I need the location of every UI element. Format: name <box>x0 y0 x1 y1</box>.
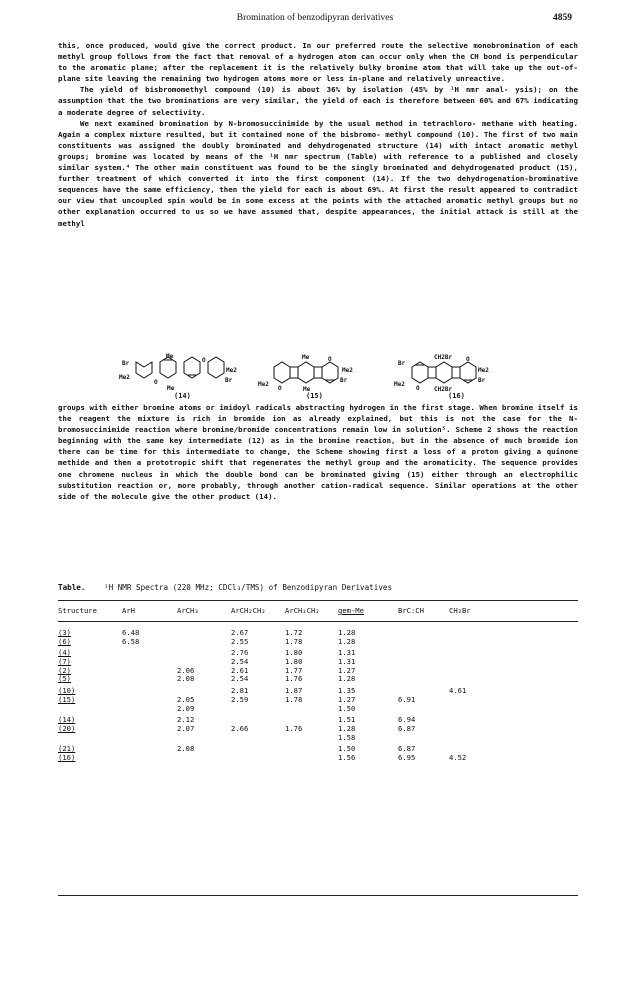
table-top-rule <box>58 600 578 601</box>
column-header: BrC:CH <box>398 606 424 615</box>
shift-cell: 1.28 <box>338 636 356 646</box>
table-row <box>58 674 578 683</box>
shift-cell: 2.06 <box>177 665 195 675</box>
paragraph <box>58 402 578 502</box>
atom-label: Me <box>167 385 175 392</box>
text-line: this, once produced, would give the correct product. In our preferred route the selective <box>58 41 468 50</box>
atom-label: Br <box>340 377 348 384</box>
structure-16 <box>392 352 528 400</box>
text-line: occur only when the CH bond is perpendicular to the aromatic plane; after the replacement it is <box>58 52 578 73</box>
text-line: cation-radical sequence. Similar operations at the other side of the molecule give the other <box>58 480 578 501</box>
table-row <box>58 744 578 753</box>
structure-14 <box>118 352 246 400</box>
text-line: 69%. At first the result appeared to contradict our view that uncoupled spin would be in some <box>58 185 578 206</box>
text-line: methyl compound (10). The first of two main constituents was assigned the doubly brominated and <box>58 129 578 150</box>
text-line: methide and then a prototropic shift that regenerates the methyl group and the aromaticity. <box>58 458 477 468</box>
table-row <box>58 657 578 666</box>
shift-cell: 1.72 <box>285 628 303 637</box>
text-line: therefore between 60% and 67% indicating a moderate degree of selectivity. <box>58 96 578 117</box>
atom-label: Me2 <box>394 381 405 388</box>
shift-cell: 2.07 <box>177 723 195 733</box>
text-line: excess at the points with the attached aromatic methyl groups but no other explanation occurred <box>58 196 578 217</box>
atom-label: Me2 <box>119 374 130 381</box>
table-body <box>58 628 578 762</box>
shift-cell: 1.56 <box>338 752 356 762</box>
shift-cell: 2.67 <box>231 628 249 637</box>
shift-cell: 1.31 <box>338 648 356 658</box>
table-row <box>58 704 578 713</box>
running-title: Bromination of benzodipyran derivatives <box>236 13 394 23</box>
atom-label: Me2 <box>342 367 353 374</box>
shift-cell: 1.50 <box>338 703 356 713</box>
structure-cell: (16) <box>58 752 76 762</box>
shift-cell: 1.28 <box>338 628 356 637</box>
atom-label: Me <box>302 354 310 361</box>
shift-cell: 1.78 <box>285 694 303 704</box>
shift-cell: 1.27 <box>338 694 356 704</box>
atom-label: O <box>328 356 332 363</box>
shift-cell: 1.78 <box>285 636 303 646</box>
table-label: Table. <box>58 583 86 592</box>
atom-label: Me <box>166 353 174 360</box>
text-line: The sequence provides one chromene nucleus in which the double bond can be brominated giving <box>58 458 578 479</box>
atom-label: Br <box>122 360 130 367</box>
structure-cell: (10) <box>58 686 76 696</box>
structure-15-drawing <box>256 352 384 392</box>
shift-cell: 1.76 <box>285 723 303 733</box>
shift-cell: 1.27 <box>338 665 356 675</box>
table-header-rule <box>58 621 578 622</box>
shift-cell: 2.05 <box>177 694 195 704</box>
column-header: ArH <box>122 606 135 615</box>
structure-cell: (4) <box>58 648 71 658</box>
paragraph <box>58 40 578 84</box>
table-row <box>58 648 578 657</box>
structure-cell: (3) <box>58 628 71 637</box>
shift-cell: 1.28 <box>338 723 356 733</box>
atom-label: O <box>466 356 470 363</box>
table-row <box>58 628 578 637</box>
column-header: ArCH₂CH₂ <box>285 606 320 615</box>
atom-label: O <box>154 379 158 386</box>
atom-label: O <box>278 385 282 392</box>
shift-cell: 2.76 <box>231 648 249 658</box>
atom-label: Me2 <box>478 367 489 374</box>
atom-label: Me <box>303 386 311 392</box>
text-line: this is not the case for the N-bromosuccinimide reaction where bromine/bromide concentrations <box>58 414 578 435</box>
table-row <box>58 666 578 675</box>
shift-cell: 4.61 <box>449 686 467 696</box>
table-row <box>58 715 578 724</box>
chemical-structures <box>118 352 528 400</box>
shift-cell: 2.55 <box>231 636 249 646</box>
structure-15 <box>256 352 384 400</box>
table-header <box>58 606 578 618</box>
shift-cell: 1.80 <box>285 657 303 667</box>
atom-label: CH2Br <box>434 354 453 361</box>
atom-label: Me2 <box>258 381 269 388</box>
column-header: CH₂Br <box>449 606 471 615</box>
atom-label: O <box>202 357 206 364</box>
shift-cell: 2.09 <box>177 703 195 713</box>
table-caption <box>58 583 578 592</box>
table-row <box>58 753 578 762</box>
table-bottom-rule <box>58 895 578 896</box>
text-line: two hydrogen atoms more or less in-plane and relatively unreactive. <box>205 74 505 84</box>
table-caption-text: ¹H NMR Spectra (220 MHz; CDCl₃/TMS) of Benzodipyran Derivatives <box>104 583 393 592</box>
structure-cell: (7) <box>58 657 71 667</box>
structure-cell: (21) <box>58 744 76 754</box>
shift-cell: 6.95 <box>398 752 416 762</box>
text-line: monobromination of each methyl group follows from the fact that removal of a hydrogen atom can <box>58 41 578 62</box>
shift-cell: 1.87 <box>285 686 303 696</box>
text-line: of the ¹H nmr spectrum (Table) with reference to a published and closely similar system.⁴ The <box>58 151 578 173</box>
shift-cell: 4.52 <box>449 752 467 762</box>
shift-cell: 6.94 <box>398 715 416 725</box>
shift-cell: 2.54 <box>231 674 249 684</box>
body-text-bottom <box>58 402 578 502</box>
text-line: methane with heating. Again a complex mixture resulted, but it contained none of the bisbromo- <box>58 118 578 139</box>
shift-cell: 6.91 <box>398 694 416 704</box>
page-number: 4859 <box>553 13 572 23</box>
shift-cell: 6.48 <box>122 628 140 637</box>
shift-cell: 6.87 <box>398 723 416 733</box>
structure-cell: (14) <box>58 715 76 725</box>
structure-cell: (5) <box>58 674 71 684</box>
text-line: remain low in solution⁵. Scheme 2 shows the reaction beginning with the same key intermediate <box>58 425 578 446</box>
text-line: We next examined bromination by N-bromosuccinimide by the usual method in tetrachloro- <box>80 118 477 128</box>
text-line: this intermediate to change, the Scheme showing first a loss of a proton giving a quinone <box>162 447 578 457</box>
structure-cell: (6) <box>58 636 71 646</box>
table-row <box>58 637 578 646</box>
shift-cell: 1.35 <box>338 686 356 696</box>
body-text-top <box>58 40 578 229</box>
table-row <box>58 724 578 733</box>
text-line: (12) as in the bromine reaction, but in the absence of much bromide ion there can be time for <box>58 436 578 457</box>
structure-16-drawing <box>392 352 528 392</box>
atom-label: O <box>416 385 420 392</box>
shift-cell: 1.76 <box>285 674 303 684</box>
shift-cell: 1.50 <box>338 744 356 754</box>
text-line: ysis); on the assumption that the two brominations are very similar, the yield of each is <box>58 85 578 106</box>
column-header: Structure <box>58 606 97 615</box>
text-line: the relatively bulky bromine atom that will take up the out-of-plane site leaving the remaining <box>58 63 578 84</box>
shift-cell: 2.66 <box>231 723 249 733</box>
text-line: other main constituent was found to be the singly brominated and dehydrogenated product (15), <box>153 163 578 173</box>
table-row <box>58 695 578 704</box>
text-line: dehydrogenated structure (14) with intact aromatic methyl groups; bromine was located by means <box>58 140 578 161</box>
column-header: ArCH₂CH₂ <box>231 606 266 615</box>
atom-label: Me2 <box>226 367 237 374</box>
shift-cell: 1.31 <box>338 657 356 667</box>
shift-cell: 2.81 <box>231 686 249 696</box>
shift-cell: 6.58 <box>122 636 140 646</box>
shift-cell: 1.77 <box>285 665 303 675</box>
text-line: The yield of bisbromomethyl compound (10) is about 36% by isolation (45% by ¹H nmr anal- <box>80 85 509 95</box>
text-line: to us so we have assumed that, despite appearances, the initial attack is still at the methyl <box>58 207 578 228</box>
structure-14-drawing <box>118 352 246 392</box>
shift-cell: 2.61 <box>231 665 249 675</box>
column-header: ArCH₃ <box>177 606 199 615</box>
paragraph <box>58 84 578 117</box>
table-row <box>58 733 578 742</box>
shift-cell: 6.87 <box>398 744 416 754</box>
structure-cell: (20) <box>58 723 76 733</box>
atom-label: Br <box>225 377 233 384</box>
structure-cell: (15) <box>58 694 76 704</box>
text-line: (15) either through an electrophilic substitution reaction or, more probably, through another <box>58 469 578 490</box>
shift-cell: 2.54 <box>231 657 249 667</box>
shift-cell: 2.59 <box>231 694 249 704</box>
shift-cell: 1.58 <box>338 732 356 742</box>
atom-label: Br <box>478 377 486 384</box>
text-line: dehydrogenation-brominative sequences have the same efficiency, then the yield for each is about <box>58 174 578 195</box>
atom-label: Br <box>398 360 406 367</box>
shift-cell: 2.12 <box>177 715 195 725</box>
structure-cell: (2) <box>58 665 71 675</box>
shift-cell: 1.28 <box>338 674 356 684</box>
text-line: further treatment of which converted it into the first component (14). If the two <box>58 174 451 184</box>
compound-label: (14) <box>174 392 191 400</box>
shift-cell: 1.80 <box>285 648 303 658</box>
text-line: product (14). <box>218 491 278 501</box>
atom-label: CH2Br <box>434 386 453 392</box>
compound-label: (16) <box>448 392 465 400</box>
paragraph <box>58 118 578 229</box>
table-row <box>58 686 578 695</box>
shift-cell: 2.08 <box>177 674 195 684</box>
text-line: When bromine itself is the reagent the mixture is rich in bromide ion as already explained, but <box>58 403 578 424</box>
compound-label: (15) <box>306 392 323 400</box>
shift-cell: 1.51 <box>338 715 356 725</box>
column-header: gem-Me <box>338 606 364 615</box>
text-line: groups with either bromine atoms or imidoyl radicals abstracting hydrogen in the first stage. <box>58 403 475 412</box>
shift-cell: 2.08 <box>177 744 195 754</box>
